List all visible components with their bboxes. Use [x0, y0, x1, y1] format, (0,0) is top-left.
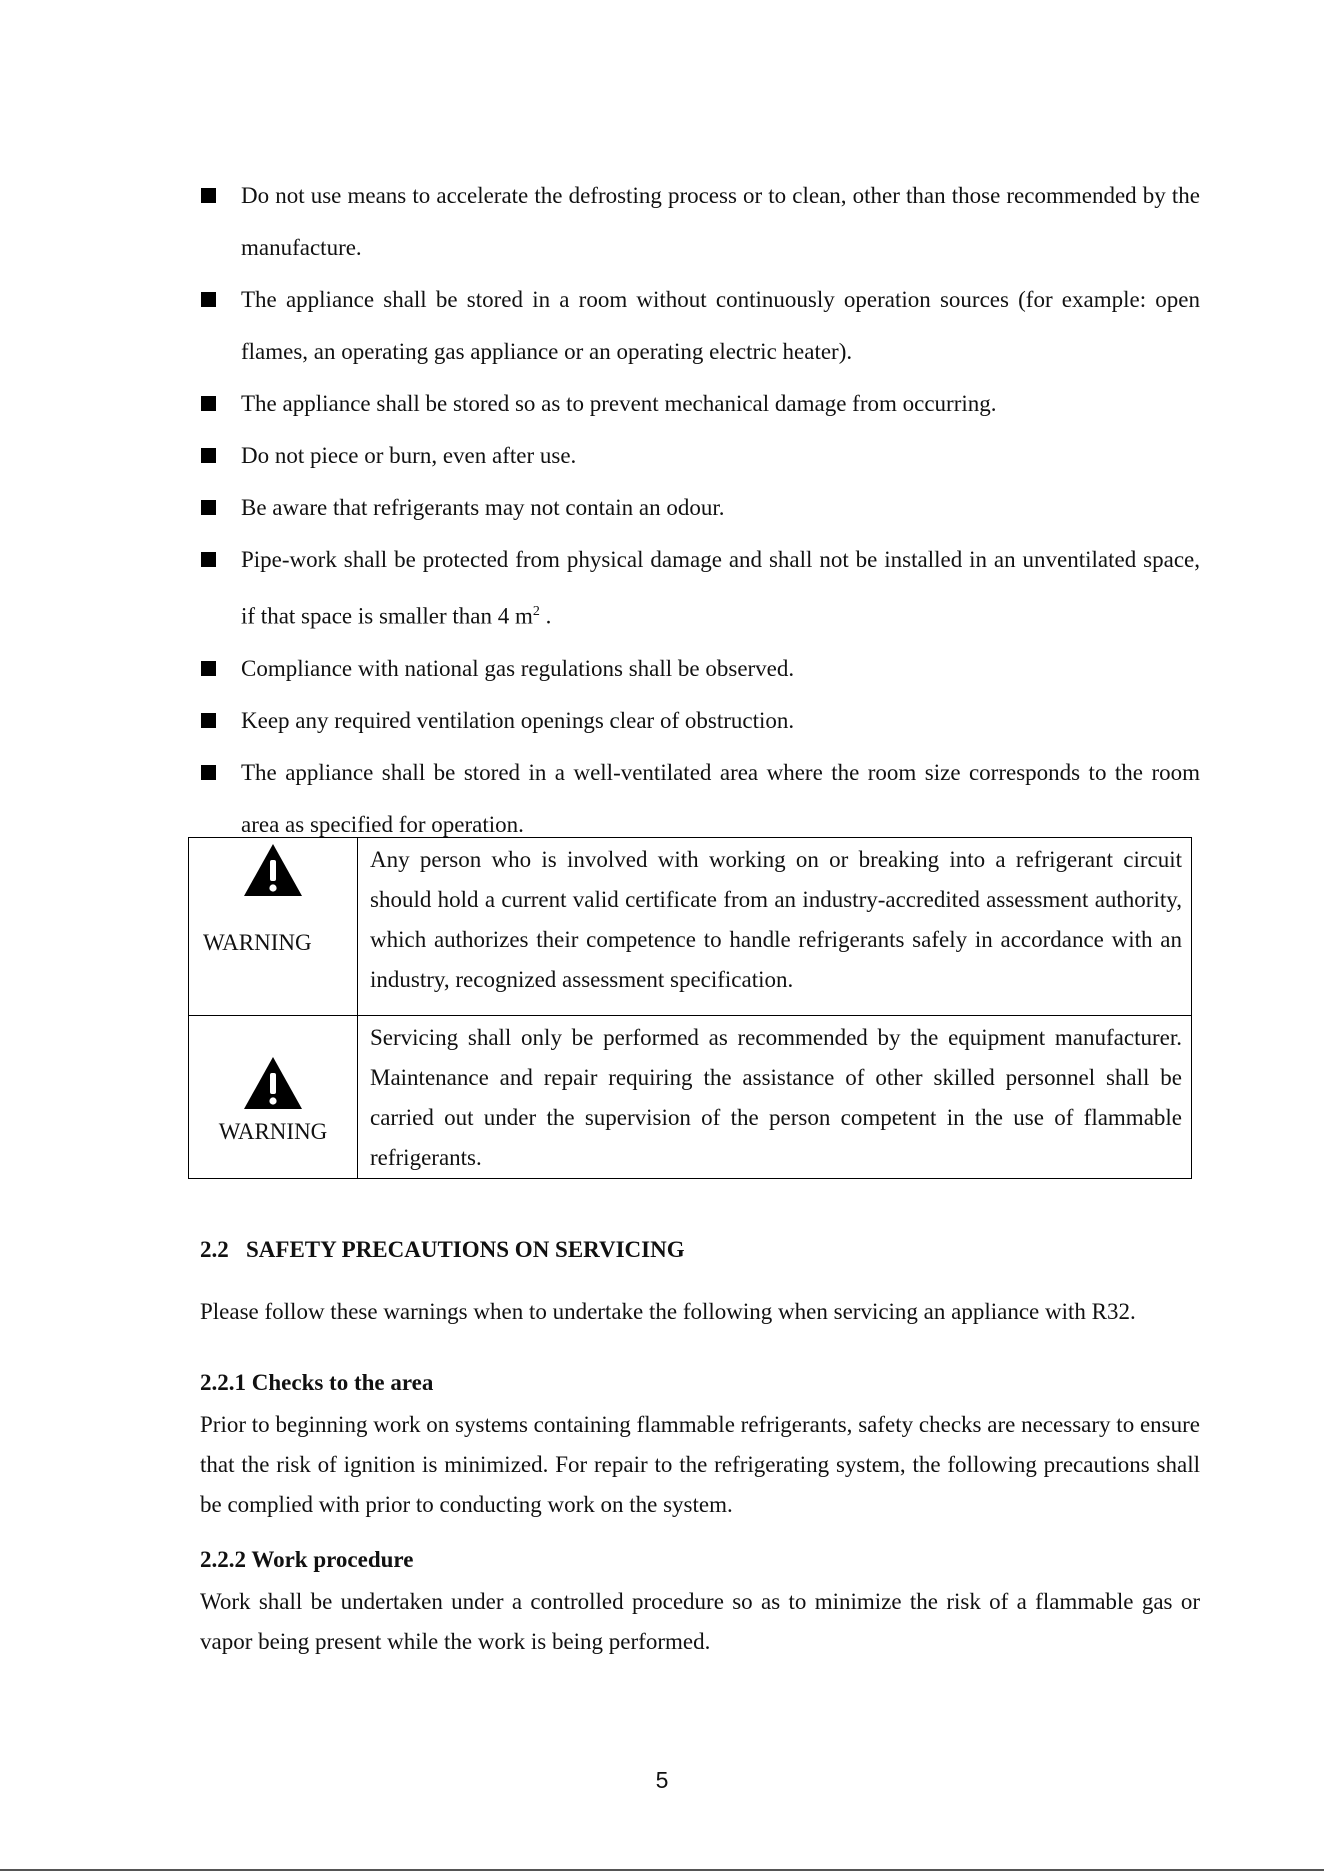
precaution-bullet-list: [200, 170, 1200, 851]
square-bullet-icon: [201, 396, 216, 411]
page-bottom-divider: [0, 1869, 1324, 1871]
warning-label-cell: [189, 838, 358, 1016]
bullet-text-end: .: [539, 603, 552, 629]
square-bullet-icon: [201, 292, 216, 307]
square-bullet-icon: [201, 713, 216, 728]
subsection-heading: 2.2.1 Checks to the area: [200, 1370, 434, 1395]
square-bullet-icon: [201, 765, 216, 780]
bullet-text: Keep any required ventilation openings clear of obstruction.: [241, 707, 795, 733]
warning-label-cell: [189, 1016, 358, 1179]
superscript: 2: [532, 604, 540, 619]
bullet-text: The appliance shall be stored in a room without continuously operation sources (for example: open flames, an operating gas appliance or an operating electric heater).: [241, 287, 1200, 364]
section-title: SAFETY PRECAUTIONS ON SERVICING: [246, 1237, 685, 1262]
bullet-item: [200, 747, 1200, 851]
square-bullet-icon: [201, 552, 216, 567]
bullet-item: [200, 695, 1200, 747]
warning-text: Any person who is involved with working on or breaking into a refrigerant circuit should hold a current valid certificate from an industry-accredited assessment authority, which authorizes their competence to handle refrigerants safely in accordance with an industry, recognized assessment specification.: [358, 838, 1192, 1016]
warning-table: [188, 837, 1192, 1179]
bullet-text: Be aware that refrigerants may not contain an odour.: [241, 495, 725, 520]
page-number: 5: [655, 1767, 669, 1793]
section-intro: Please follow these warnings when to undertake the following when servicing an appliance with R32.: [200, 1299, 1136, 1324]
bullet-text: The appliance shall be stored in a well-ventilated area where the room size corresponds to the room area as specified for operation.: [241, 759, 1200, 837]
subsection-body: Prior to beginning work on systems containing flammable refrigerants, safety checks are necessary to ensure that the risk of ignition is minimized. For repair to the refrigerating system, the following precautions shall be complied with prior to conducting work on the system.: [200, 1412, 1200, 1517]
bullet-item: [200, 170, 1200, 274]
warning-text: Servicing shall only be performed as recommended by the equipment manufacturer. Maintenance and repair requiring the assistance of other skilled personnel shall be carried out under the supervision of the person competent in the use of flammable refrigerants.: [358, 1016, 1192, 1179]
warning-triangle-icon: [190, 1017, 356, 1111]
subsection-heading: 2.2.2 Work procedure: [200, 1547, 414, 1572]
subsection-body: Work shall be undertaken under a controlled procedure so as to minimize the risk of a flammable gas or vapor being present while the work is being performed.: [200, 1589, 1200, 1654]
bullet-item: [200, 482, 1200, 534]
square-bullet-icon: [201, 188, 216, 203]
bullet-item: [200, 643, 1200, 695]
bullet-text: Pipe-work shall be protected from physical damage and shall not be installed in an unventilated space, if that space is smaller than 4 m: [241, 547, 1200, 629]
bullet-item: [200, 378, 1200, 430]
warning-label: WARNING: [218, 1119, 328, 1144]
bullet-text: Do not use means to accelerate the defrosting process or to clean, other than those recommended by the manufacture.: [241, 183, 1200, 260]
bullet-text: The appliance shall be stored so as to prevent mechanical damage from occurring.: [241, 391, 997, 416]
warning-triangle-icon: [190, 839, 356, 898]
square-bullet-icon: [201, 500, 216, 515]
bullet-item: [200, 430, 1200, 482]
section-number: 2.2: [200, 1237, 229, 1262]
warning-row: [189, 838, 1192, 1016]
warning-label: WARNING: [203, 930, 312, 955]
bullet-item: [200, 274, 1200, 378]
bullet-text: Do not piece or burn, even after use.: [241, 443, 577, 468]
bullet-item: [200, 534, 1200, 643]
bullet-text: Compliance with national gas regulations shall be observed.: [241, 655, 795, 681]
square-bullet-icon: [201, 448, 216, 463]
warning-row: [189, 1016, 1192, 1179]
section-heading: [200, 1237, 685, 1263]
square-bullet-icon: [201, 661, 216, 676]
